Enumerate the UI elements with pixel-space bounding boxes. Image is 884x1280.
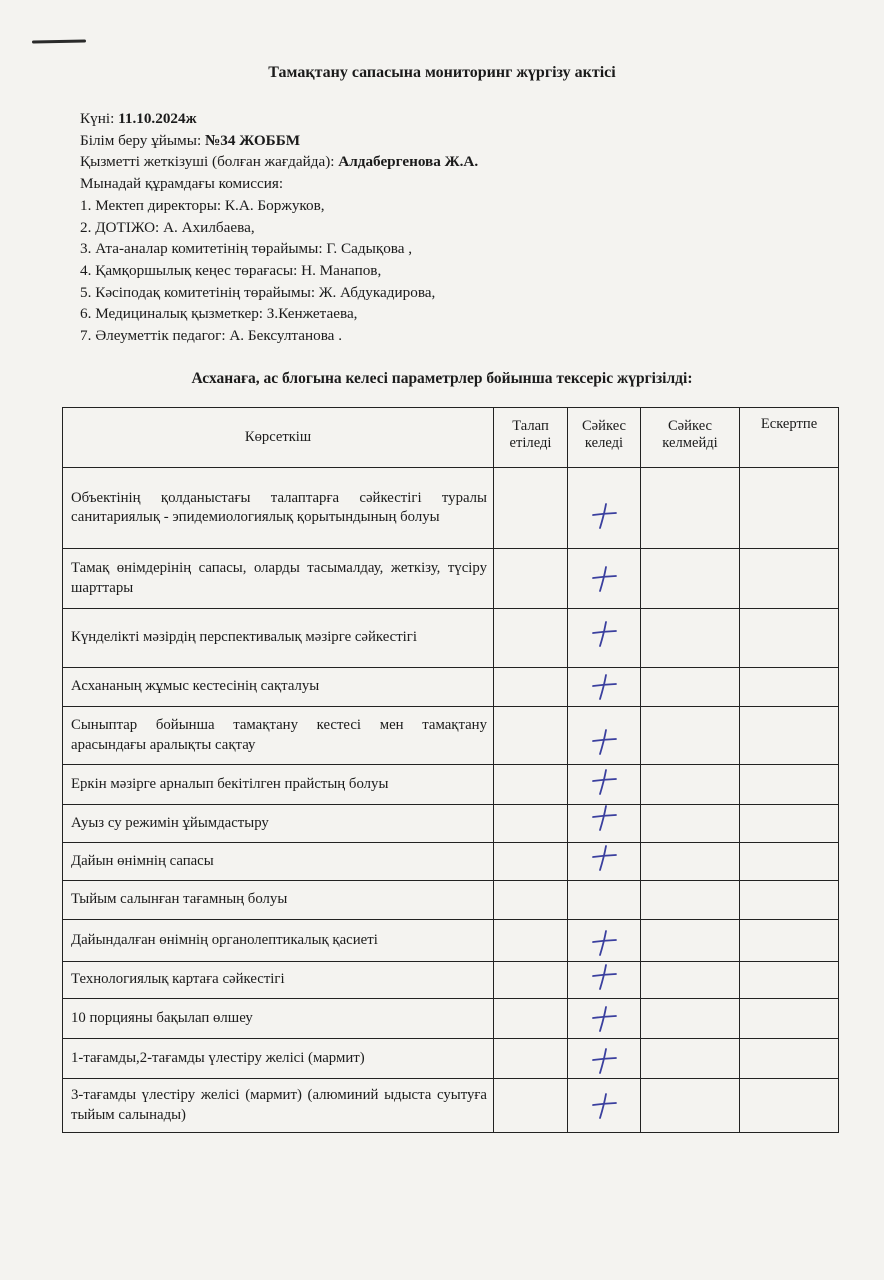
noncompliant-cell bbox=[641, 1039, 740, 1079]
required-cell bbox=[494, 707, 568, 765]
header-noncompliant: Сәйкес келмейді bbox=[641, 408, 740, 468]
required-cell bbox=[494, 920, 568, 962]
indicator-cell: Дайындалған өнімнің органолептикалық қасиеті bbox=[63, 920, 494, 962]
handwritten-plus-mark bbox=[589, 963, 619, 991]
handwritten-plus-mark bbox=[589, 929, 619, 957]
date-value: 11.10.2024ж bbox=[118, 110, 197, 127]
note-cell bbox=[740, 765, 839, 805]
table-row bbox=[63, 707, 839, 765]
noncompliant-cell bbox=[641, 707, 740, 765]
note-cell bbox=[740, 468, 839, 549]
organization-value: №34 ЖОББМ bbox=[204, 131, 301, 149]
handwritten-plus-mark bbox=[589, 804, 619, 832]
commission-intro: Мынадай құрамдағы комиссия: bbox=[80, 175, 284, 193]
note-cell bbox=[740, 1079, 839, 1133]
commission-member: 2. ДОТІЖО: А. Ахилбаева, bbox=[80, 218, 255, 236]
compliant-cell bbox=[568, 920, 641, 962]
compliant-cell bbox=[568, 999, 641, 1039]
table-body bbox=[63, 468, 839, 1133]
noncompliant-cell bbox=[641, 609, 740, 668]
handwritten-plus-mark bbox=[589, 620, 619, 648]
commission-member: 7. Әлеуметтік педагог: А. Бексултанова . bbox=[80, 327, 342, 345]
header-indicator: Көрсеткіш bbox=[63, 408, 494, 468]
compliant-cell bbox=[568, 962, 641, 999]
handwritten-plus-mark bbox=[589, 844, 619, 872]
table-row bbox=[63, 881, 839, 920]
table-row bbox=[63, 609, 839, 668]
table-row bbox=[63, 668, 839, 707]
table-row bbox=[63, 920, 839, 962]
noncompliant-cell bbox=[641, 920, 740, 962]
table-row bbox=[63, 999, 839, 1039]
header-required: Талап етіледі bbox=[494, 408, 568, 468]
required-cell bbox=[494, 962, 568, 999]
indicator-cell: Күнделікті мәзірдің перспективалық мәзірге сәйкестігі bbox=[63, 609, 494, 668]
handwritten-plus-mark bbox=[589, 768, 619, 796]
compliant-cell bbox=[568, 609, 641, 668]
table-row bbox=[63, 765, 839, 805]
required-cell bbox=[494, 999, 568, 1039]
indicator-cell: Еркін мәзірге арналып бекітілген прайстың болуы bbox=[63, 765, 494, 805]
required-cell bbox=[494, 549, 568, 609]
indicator-cell: Объектінің қолданыстағы талаптарға сәйкестігі туралы санитариялық - эпидемиологиялық қорытындының болуы bbox=[63, 468, 494, 549]
noncompliant-cell bbox=[641, 668, 740, 707]
indicator-cell: 3-тағамды үлестіру желісі (мармит) (алюминий ыдыста суытуға тыйым салынады) bbox=[63, 1079, 494, 1133]
note-cell bbox=[740, 881, 839, 920]
required-cell bbox=[494, 609, 568, 668]
compliant-cell bbox=[568, 549, 641, 609]
date-line: Күні: 11.10.2024ж bbox=[80, 110, 197, 127]
compliant-cell bbox=[568, 881, 641, 920]
indicator-cell: Технологиялық картаға сәйкестігі bbox=[63, 962, 494, 999]
compliant-cell bbox=[568, 468, 641, 549]
commission-member: 1. Мектеп директоры: К.А. Боржуков, bbox=[80, 196, 325, 214]
inspection-table bbox=[62, 407, 839, 1133]
indicator-cell: 10 порцияны бақылап өлшеу bbox=[63, 999, 494, 1039]
note-cell bbox=[740, 1039, 839, 1079]
noncompliant-cell bbox=[641, 805, 740, 843]
required-cell bbox=[494, 1079, 568, 1133]
table-row bbox=[63, 962, 839, 999]
noncompliant-cell bbox=[641, 1079, 740, 1133]
handwritten-plus-mark bbox=[589, 502, 619, 530]
header-compliant: Сәйкес келеді bbox=[568, 408, 641, 468]
note-cell bbox=[740, 549, 839, 609]
noncompliant-cell bbox=[641, 999, 740, 1039]
required-cell bbox=[494, 805, 568, 843]
note-cell bbox=[740, 999, 839, 1039]
handwritten-plus-mark bbox=[589, 1005, 619, 1033]
compliant-cell bbox=[568, 668, 641, 707]
provider-line: Қызметті жеткізуші (болған жағдайда): Алдабергенова Ж.А. bbox=[80, 153, 479, 171]
handwritten-plus-mark bbox=[589, 565, 619, 593]
commission-member: 4. Қамқоршылық кеңес төрағасы: Н. Манапов, bbox=[80, 261, 382, 279]
noncompliant-cell bbox=[641, 468, 740, 549]
handwritten-plus-mark bbox=[589, 1092, 619, 1120]
noncompliant-cell bbox=[641, 765, 740, 805]
table-row bbox=[63, 468, 839, 549]
table-header-row bbox=[63, 408, 839, 468]
required-cell bbox=[494, 843, 568, 881]
compliant-cell bbox=[568, 1039, 641, 1079]
table-row bbox=[63, 1039, 839, 1079]
noncompliant-cell bbox=[641, 881, 740, 920]
table-intro: Асханаға, ас блогына келесі параметрлер бойынша тексеріс жүргізілді: bbox=[191, 370, 693, 387]
provider-value: Алдабергенова Ж.А. bbox=[338, 153, 479, 171]
note-cell bbox=[740, 920, 839, 962]
commission-member: 5. Кәсіподақ комитетінің төрайымы: Ж. Абдукадирова, bbox=[80, 283, 436, 301]
indicator-cell: Ауыз су режимін ұйымдастыру bbox=[63, 805, 494, 843]
table-row bbox=[63, 843, 839, 881]
commission-member: 3. Ата-аналар комитетінің төрайымы: Г. Садықова , bbox=[80, 240, 413, 258]
note-cell bbox=[740, 843, 839, 881]
handwritten-plus-mark bbox=[589, 728, 619, 756]
handwritten-plus-mark bbox=[589, 673, 619, 701]
indicator-cell: Асхананың жұмыс кестесінің сақталуы bbox=[63, 668, 494, 707]
commission-member: 6. Медициналық қызметкер: З.Кенжетаева, bbox=[80, 305, 358, 323]
header-note: Ескертпе bbox=[740, 408, 839, 468]
note-cell bbox=[740, 609, 839, 668]
handwritten-plus-mark bbox=[589, 1047, 619, 1075]
document-info bbox=[80, 108, 800, 347]
compliant-cell bbox=[568, 1079, 641, 1133]
indicator-cell: Сыныптар бойынша тамақтану кестесі мен тамақтану арасындағы аралықты сақтау bbox=[63, 707, 494, 765]
indicator-cell: Дайын өнімнің сапасы bbox=[63, 843, 494, 881]
organization-line: Білім беру ұйымы: №34 ЖОББМ bbox=[80, 131, 301, 149]
required-cell bbox=[494, 1039, 568, 1079]
pen-stroke-mark bbox=[32, 40, 86, 44]
indicator-cell: Тыйым салынған тағамның болуы bbox=[63, 881, 494, 920]
compliant-cell bbox=[568, 805, 641, 843]
noncompliant-cell bbox=[641, 843, 740, 881]
table-row bbox=[63, 549, 839, 609]
note-cell bbox=[740, 805, 839, 843]
table-row bbox=[63, 1079, 839, 1133]
compliant-cell bbox=[568, 765, 641, 805]
note-cell bbox=[740, 707, 839, 765]
indicator-cell: Тамақ өнімдерінің сапасы, оларды тасымалдау, жеткізу, түсіру шарттары bbox=[63, 549, 494, 609]
compliant-cell bbox=[568, 843, 641, 881]
table-row bbox=[63, 805, 839, 843]
required-cell bbox=[494, 765, 568, 805]
noncompliant-cell bbox=[641, 549, 740, 609]
compliant-cell bbox=[568, 707, 641, 765]
required-cell bbox=[494, 468, 568, 549]
note-cell bbox=[740, 668, 839, 707]
document-title: Тамақтану сапасына мониторинг жүргізу актісі bbox=[268, 64, 616, 81]
required-cell bbox=[494, 668, 568, 707]
note-cell bbox=[740, 962, 839, 999]
noncompliant-cell bbox=[641, 962, 740, 999]
required-cell bbox=[494, 881, 568, 920]
indicator-cell: 1-тағамды,2-тағамды үлестіру желісі (мармит) bbox=[63, 1039, 494, 1079]
